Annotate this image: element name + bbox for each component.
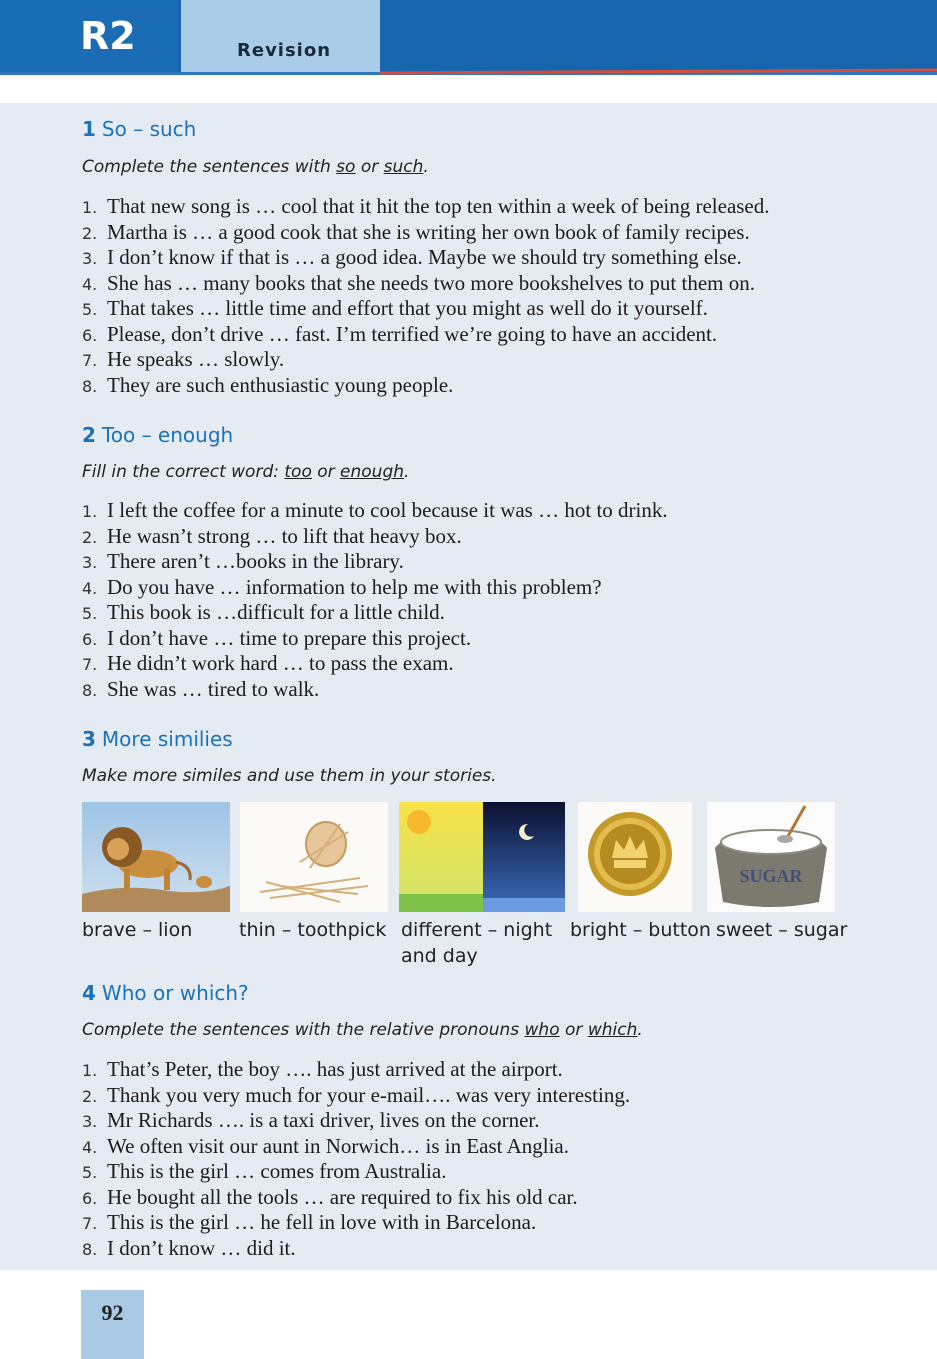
list-item: 6. I don’t have … time to prepare this project. (82, 625, 472, 650)
page-number: 92 (81, 1290, 144, 1359)
section-2-list (82, 498, 668, 702)
list-item: 3. There aren’t …books in the library. (82, 549, 404, 573)
list-item: 2. He wasn’t strong … to lift that heavy box. (82, 523, 462, 548)
list-item: 5. This book is …difficult for a little child. (82, 600, 445, 624)
section-4-instruction: Complete the sentences with the relative pronouns who or which. (82, 1020, 643, 1040)
lion-image (82, 802, 230, 912)
section-3-instruction: Make more similes and use them in your stories. (82, 766, 497, 786)
list-item: 1. I left the coffee for a minute to cool because it was … hot to drink. (82, 498, 668, 522)
list-item: 7. He speaks … slowly. (82, 347, 285, 371)
simile-caption: thin – toothpick (239, 919, 387, 941)
section-2-instruction: Fill in the correct word: too or enough. (82, 462, 410, 482)
section-tab (181, 0, 380, 72)
simile-caption: bright – button (570, 919, 711, 941)
list-item: 6. Please, don’t drive … fast. I’m terrified we’re going to have an accident. (82, 321, 718, 346)
section-number: 1 (82, 117, 96, 141)
list-item: 4. We often visit our aunt in Norwich… is in East Anglia. (82, 1133, 569, 1158)
night-and-day-image (399, 802, 565, 912)
sugar-sack-image (707, 802, 835, 912)
list-item: 4. Do you have … information to help me with this problem? (82, 574, 602, 599)
simile-caption: brave – lion (82, 919, 193, 941)
section-2-heading (82, 423, 233, 447)
section-4-list (82, 1057, 630, 1261)
tab-label: Revision (237, 40, 332, 61)
list-item: 3. Mr Richards …. is a taxi driver, lives on the corner. (82, 1108, 540, 1132)
simile-caption: sweet – sugar (716, 919, 848, 941)
list-item: 7. This is the girl … he fell in love with in Barcelona. (82, 1210, 537, 1234)
list-item: 1. That new song is … cool that it hit the top ten within a week of being released. (82, 194, 770, 218)
section-number: 4 (82, 981, 96, 1005)
list-item: 8. They are such enthusiastic young people. (82, 372, 454, 397)
list-item: 1. That’s Peter, the boy …. has just arrived at the airport. (82, 1057, 563, 1081)
section-title: Who or which? (101, 981, 249, 1005)
section-1-instruction: Complete the sentences with so or such. (82, 157, 429, 177)
sugar-label: SUGAR (739, 866, 803, 886)
list-item: 5. That takes … little time and effort that you might as well do it yourself. (82, 296, 708, 320)
section-4-heading (82, 981, 249, 1005)
list-item: 7. He didn’t work hard … to pass the exam. (82, 651, 454, 675)
button-image (578, 802, 692, 912)
list-item: 2. Martha is … a good cook that she is writing her own book of family recipes. (82, 219, 750, 244)
unit-code: R2 (0, 0, 178, 72)
list-item: 8. I don’t know … did it. (82, 1235, 296, 1260)
section-title: So – such (101, 117, 197, 141)
section-1-heading (82, 117, 196, 141)
toothpick-image (240, 802, 388, 912)
section-title: More similies (101, 727, 233, 751)
page-header (0, 0, 937, 72)
list-item: 5. This is the girl … comes from Australia. (82, 1159, 447, 1183)
list-item: 8. She was … tired to walk. (82, 676, 320, 701)
list-item: 3. I don’t know if that is … a good idea. Maybe we should try something else. (82, 245, 742, 269)
list-item: 2. Thank you very much for your e-mail…. was very interesting. (82, 1082, 631, 1107)
section-number: 3 (82, 727, 96, 751)
section-1-list (82, 194, 770, 398)
list-item: 4. She has … many books that she needs two more bookshelves to put them on. (82, 270, 755, 295)
section-number: 2 (82, 423, 96, 447)
section-3-heading (82, 727, 233, 751)
section-title: Too – enough (101, 423, 234, 447)
list-item: 6. He bought all the tools … are required to fix his old car. (82, 1184, 578, 1209)
simile-caption: different – night and day (401, 919, 553, 967)
